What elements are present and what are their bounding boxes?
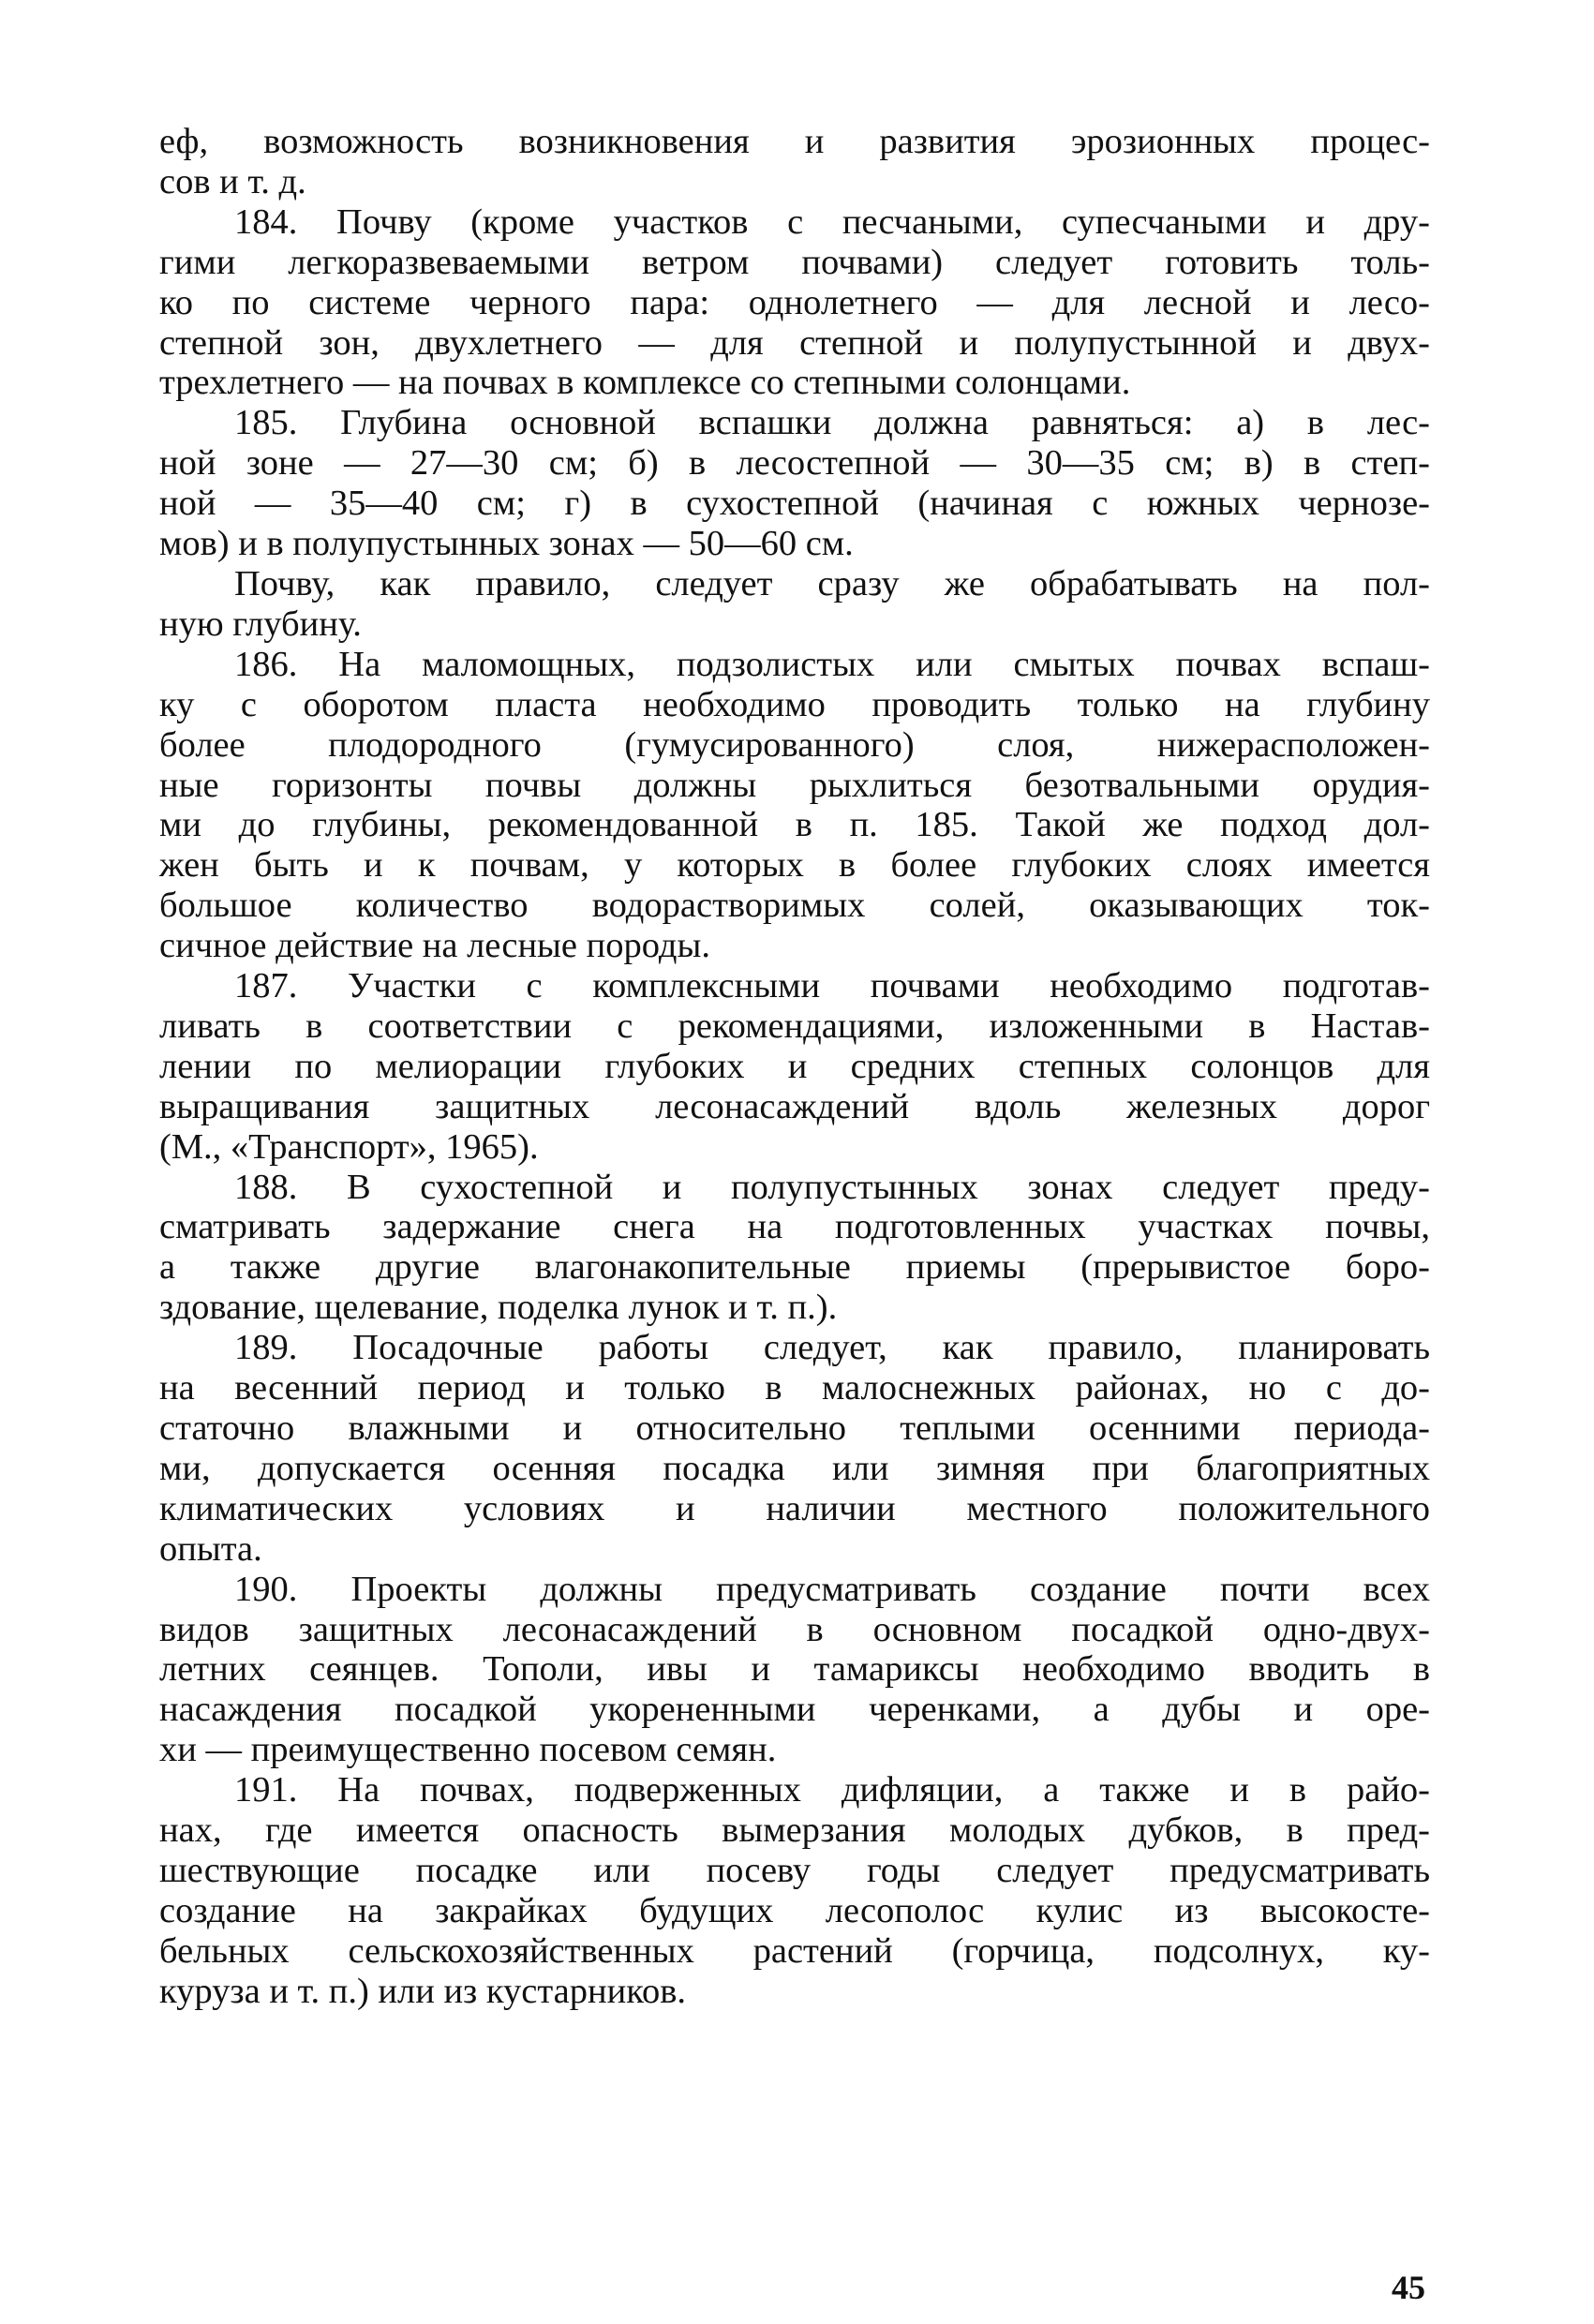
text-line: гими легкоразвеваемыми ветром почвами) следует готовить толь- (159, 242, 1430, 282)
text-line: климатических условиях и наличии местного положительного (159, 1488, 1430, 1528)
page-body (159, 122, 1430, 2012)
page-number: 45 (1392, 2269, 1425, 2306)
text-line: ные горизонты почвы должны рыхлиться безотвальными орудия- (159, 765, 1430, 805)
text-line: бельных сельскохозяйственных растений (горчица, подсолнух, ку- (159, 1930, 1430, 1971)
text-line: 185. Глубина основной вспашки должна равняться: а) в лес- (234, 403, 1430, 443)
text-line: мов) и в полупустынных зонах — 50—60 см. (159, 524, 854, 564)
text-line: трехлетнего — на почвах в комплексе со степными солонцами. (159, 363, 1131, 403)
text-line: насаждения посадкой укорененными черенками, а дубы и оре- (159, 1690, 1430, 1730)
paragraph-191 (159, 1770, 1430, 2011)
text-line: 186. На маломощных, подзолистых или смытых почвах вспаш- (234, 644, 1430, 684)
text-line: ливать в соответствии с рекомендациями, изложенными в Настав- (159, 1006, 1430, 1046)
paragraph-184 (159, 202, 1430, 404)
text-line: ной зоне — 27—30 см; б) в лесостепной — 30—35 см; в) в степ- (159, 443, 1430, 484)
paragraph-188 (159, 1168, 1430, 1329)
text-line: степной зон, двухлетнего — для степной и полупустынной и двух- (159, 322, 1430, 363)
paragraph-190 (159, 1570, 1430, 1771)
text-line: (М., «Транспорт», 1965). (159, 1126, 539, 1167)
paragraph-185 (159, 403, 1430, 564)
text-line: 190. Проекты должны предусматривать создание почти всех (234, 1569, 1430, 1609)
text-line: лении по мелиорации глубоких и средних степных солонцов для (159, 1046, 1430, 1086)
text-line: Почву, как правило, следует сразу же обрабатывать на пол- (234, 563, 1430, 603)
text-line: шествующие посадке или посеву годы следует предусматривать (159, 1850, 1430, 1890)
text-line: ко по системе черного пара: однолетнего — для лесной и лесо- (159, 282, 1430, 322)
text-line: ми до глубины, рекомендованной в п. 185. Такой же подход дол- (159, 805, 1430, 845)
text-line: ную глубину. (159, 603, 362, 644)
text-line: здование, щелевание, поделка лунок и т. п.). (159, 1288, 838, 1328)
text-line: более плодородного (гумусированного) слоя, нижерасположен- (159, 724, 1430, 765)
text-line: хи — преимущественно посевом семян. (159, 1730, 777, 1770)
text-line: 187. Участки с комплексными почвами необходимо подготав- (234, 966, 1430, 1006)
text-line: сов и т. д. (159, 161, 306, 201)
text-line: а также другие влагонакопительные приемы (прерывистое боро- (159, 1247, 1430, 1288)
paragraph-continuation (159, 122, 1430, 202)
paragraph-186 (159, 645, 1430, 966)
text-line: создание на закрайках будущих лесополос кулис из высокосте- (159, 1890, 1430, 1930)
text-line: 191. На почвах, подверженных дифляции, а также и в райо- (234, 1770, 1430, 1810)
text-line: на весенний период и только в малоснежных районах, но с до- (159, 1368, 1430, 1408)
text-line: 189. Посадочные работы следует, как правило, планировать (234, 1328, 1430, 1368)
text-line: ку с оборотом пласта необходимо проводить только на глубину (159, 684, 1430, 724)
text-line: жен быть и к почвам, у которых в более глубоких слоях имеется (159, 845, 1430, 886)
paragraph-189 (159, 1328, 1430, 1569)
paragraph-185-note (159, 564, 1430, 645)
text-line: видов защитных лесонасаждений в основном посадкой одно-двух- (159, 1609, 1430, 1649)
text-line: куруза и т. п.) или из кустарников. (159, 1971, 687, 2011)
text-line: сичное действие на лесные породы. (159, 926, 710, 966)
text-line: 184. Почву (кроме участков с песчаными, супесчаными и дру- (234, 201, 1430, 242)
text-line: опыта. (159, 1528, 262, 1569)
text-line: 188. В сухостепной и полупустынных зонах следует преду- (234, 1167, 1430, 1207)
text-line: ной — 35—40 см; г) в сухостепной (начиная с южных чернозе- (159, 484, 1430, 524)
text-line: большое количество водорастворимых солей, оказывающих ток- (159, 886, 1430, 926)
text-line: еф, возможность возникновения и развития эрозионных процес- (159, 122, 1430, 161)
text-line: сматривать задержание снега на подготовленных участках почвы, (159, 1207, 1430, 1247)
text-line: летних сеянцев. Тополи, ивы и тамариксы необходимо вводить в (159, 1649, 1430, 1690)
text-line: статочно влажными и относительно теплыми осенними периода- (159, 1408, 1430, 1448)
paragraph-187 (159, 966, 1430, 1168)
text-line: нах, где имеется опасность вымерзания молодых дубков, в пред- (159, 1810, 1430, 1851)
text-line: ми, допускается осенняя посадка или зимняя при благоприятных (159, 1448, 1430, 1488)
text-line: выращивания защитных лесонасаждений вдоль железных дорог (159, 1086, 1430, 1126)
